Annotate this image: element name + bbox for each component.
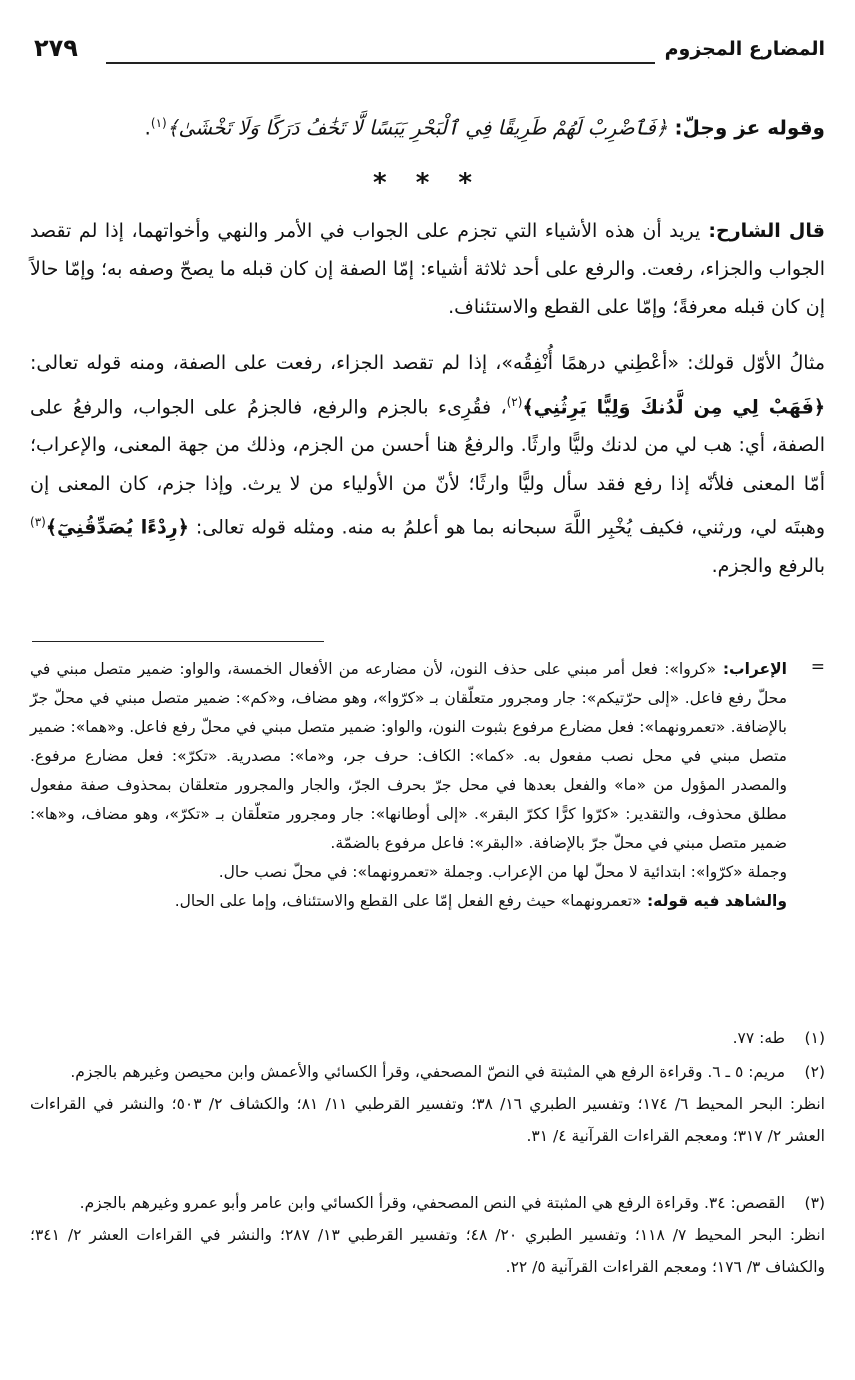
quote-1: ﴿فَهَبْ لِي مِن لَّدُنكَ وَلِيًّا يَرِثُنِي﴾ [522, 395, 825, 418]
footnote-ierab [30, 655, 787, 916]
quote-2: ﴿رِدْءًا يُصَدِّقُنِيٓ﴾ [45, 516, 189, 539]
continuation-mark: = [810, 657, 825, 677]
chapter-title: المضارع المجزوم [664, 38, 825, 60]
footnote-3-number: (٣) [804, 1194, 825, 1212]
page-number: ٢٧٩ [34, 34, 78, 62]
paragraph-2-text-a: مثالُ الأوّل قولك: «أعْطِني درهمًا أُنْفِقُه»، إذا لم تقصد الجزاء، رفعت على الصفة، ومنه قوله تعالى: [30, 352, 825, 374]
verse-lead: وقوله عز وجلّ: [667, 115, 825, 140]
paragraph-2-text-c: بالرفع والجزم. [711, 555, 825, 578]
ierab-lead: الإعراب: [716, 660, 787, 678]
footnote-2 [30, 1056, 825, 1152]
footnote-1 [30, 1024, 825, 1052]
verse-quote: ﴿فَٱضْرِبْ لَهُمْ طَرِيقًا فِي ٱلْبَحْرِ يَبَسًا لَّا تَخَٰفُ دَرَكًا وَلَا تَخْشَىٰ﴾ [166, 115, 668, 140]
footnote-ref-1[interactable]: (١) [150, 116, 167, 130]
verse-end: . [144, 115, 151, 140]
footnote-3 [30, 1187, 825, 1283]
footnote-divider [32, 641, 324, 642]
footnote-2-number: (٢) [804, 1063, 825, 1081]
shahid-lead: والشاهد فيه قوله: [641, 892, 787, 910]
footnote-1-number: (١) [804, 1029, 825, 1047]
ierab-text: «كروا»: فعل أمر مبني على حذف النون، لأن مضارعه من الأفعال الخمسة، والواو: ضمير متصل مبني في محلّ رفع فاعل. «إلى حرّتيكم»: جار ومجرور متعلّقان بـ «كرّوا»، وهو مضاف، و«كم»: ضمير متصل مبني في محلّ جرّ بالإضافة. «تعمرونهما»: فعل مضارع مرفوع بثبوت النون، والواو: ضمير متصل مبني في محلّ رفع فاعل. و«هما»: ضمير متصل مبني في محل نصب مفعول به. «كما»: الكاف: حرف جر، و«ما»: مصدرية. «تكرّ»: فعل مضارع مرفوع. والمصدر المؤول من «ما» والفعل بعدها في محل جرّ بحرف الجرّ، والجار والمجرور متعلقان بمحذوف صفة مفعول مطلق محذوف، والتقدير: «كرّوا كرًّا ككرّ البقر». «إلى أوطانها»: جار ومجرور متعلّقان بـ «تكرّ»، وهو مضاف، و«ها»: ضمير متصل مبني في محلّ جرّ بالإضافة. «البقر»: فاعل مرفوع بالضمّة. [30, 660, 787, 852]
shahid-text: «تعمرونهما» حيث رفع الفعل إمّا على القطع والاستئناف، وإما على الحال. [174, 892, 642, 910]
quranic-verse-line [30, 106, 825, 145]
commentator-lead: قال الشارح: [700, 220, 825, 242]
footnote-2-references: انظر: البحر المحيط ٦/ ١٧٤؛ وتفسير الطبري ١٦/ ٣٨؛ وتفسير القرطبي ١١/ ٨١؛ والكشاف ٢/ ٥٠٣؛ والنشر في القراءات العشر ٢/ ٣١٧؛ ومعجم القراءات القرآنية ٤/ ٣١. [30, 1095, 825, 1145]
commentary-paragraph-1 [30, 212, 825, 326]
header-rule [106, 62, 655, 64]
footnote-ref-2[interactable]: (٢) [506, 394, 523, 409]
running-header [34, 34, 825, 72]
ierab-sentences: وجملة «كرّوا»: ابتدائية لا محلّ لها من الإعراب. وجملة «تعمرونهما»: في محلّ نصب حال. [218, 863, 787, 881]
paragraph-1-text: يريد أن هذه الأشياء التي تجزم على الجواب في الأمر والنهي وأخواتهما، إذا لم تقصد الجواب والجزاء، رفعت. والرفع على أحد ثلاثة أشياء: إمّا الصفة إن كان قبله ما يصحّ وصفه به؛ وإمّا حالاً إن كان قبله معرفةً؛ وإمّا على القطع والاستئناف. [30, 220, 825, 318]
footnote-ref-3[interactable]: (٣) [30, 515, 46, 530]
footnote-2-body: مريم: ٥ ـ ٦. وقراءة الرفع هي المثبتة في النصّ المصحفي، وقرأ الكسائي والأعمش وابن محيصن وغيرهم بالجزم. [70, 1063, 785, 1081]
paragraph-2-text-b: ، فقُرِىء بالجزم والرفع، فالجزمُ على الجواب، والرفعُ على الصفة، أي: هب لي من لدنك وليًّا وارثًا. والرفعُ هنا أحسن من الجزم، وذلك من جهة المعنى، والإعراب؛ أمّا المعنى فلأنّه إذا رفع فقد سأل وليًّا وارثًا؛ لأنّ من الأولياء من لا يرث. وإذا جزم، كان المعنى إن وهبتَه لي، ورثني، فكيف يُخْبِر اللَّهَ سبحانه بما هو أعلمُ به منه. ومثله قوله تعالى: [30, 395, 826, 539]
footnote-1-body: طه: ٧٧. [732, 1029, 785, 1047]
section-separator: * * * [373, 168, 482, 198]
footnote-3-body: القصص: ٣٤. وقراءة الرفع هي المثبتة في النص المصحفي، وقرأ الكسائي وابن عامر وأبو عمرو وغيرهم بالجزم. [79, 1194, 785, 1212]
commentary-paragraph-2 [30, 344, 825, 586]
footnote-3-references: انظر: البحر المحيط ٧/ ١١٨؛ وتفسير الطبري ٢٠/ ٤٨؛ وتفسير القرطبي ١٣/ ٢٨٧؛ والنشر في القراءات العشر ٢/ ٣٤١؛ والكشاف ٣/ ١٧٦؛ ومعجم القراءات القرآنية ٥/ ٢٢. [30, 1226, 826, 1276]
